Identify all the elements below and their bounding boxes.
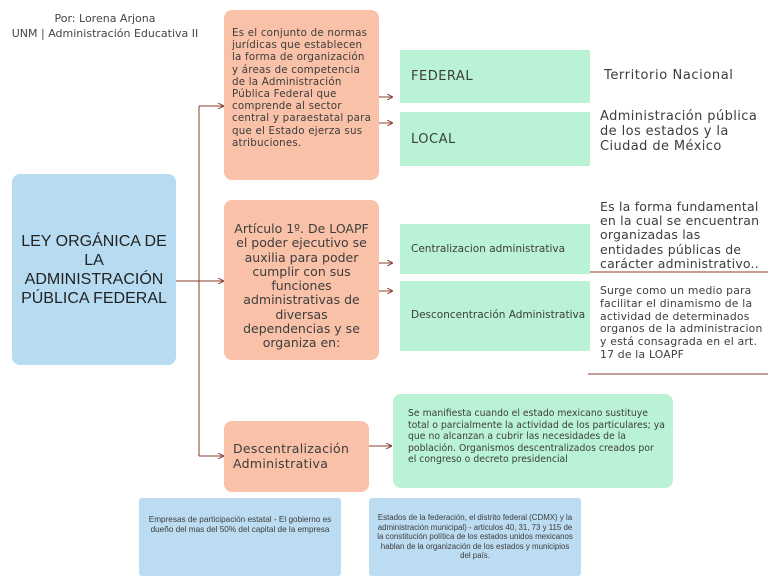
local-node [400, 112, 590, 166]
root-node [12, 174, 176, 365]
author-credit [0, 11, 210, 41]
centralizacion-node [400, 224, 590, 274]
centralizacion-node-label: Centralizacion administrativa [411, 243, 566, 255]
desconcentracion-note: Surge como un medio para facilitar el dinamismo de la actividad de determinados organos de la administracion y está consagrada en el art. 17 de la LOAPF [600, 284, 763, 361]
definition-node: Es el conjunto de normas jurídicas que establecen la forma de organización y áreas de competencia de la Administración Pública Federal que comprende al sector central y paraestatal para que el Estado ejerza sus atribuciones. [224, 10, 379, 180]
author-affiliation: UNM | Administración Educativa II [11, 27, 199, 40]
centralizacion-note: Es la forma fundamental en la cual se encuentran organizadas las entidades públicas de carácter administrativo.. [600, 199, 760, 271]
federal-node-label: FEDERAL [411, 69, 474, 84]
root-node-label: LEY ORGÁNICA DE LA ADMINISTRACIÓN PÚBLICA FEDERAL [21, 232, 167, 307]
estados-note-node: Estados de la federación, el distrito federal (CDMX) y la administración municipal) - articulos 40, 31, 73 y 115 de la constitución política de los estados unidos mexicanos hablan de la organización de los estados y municipios del país. [369, 498, 581, 576]
local-note: Administración pública de los estados y la Ciudad de México [600, 109, 758, 154]
article-node: Artículo 1º. De LOAPF el poder ejecutivo se auxilia para poder cumplir con sus funciones administrativas de diversas dependencias y se organiza en: [224, 200, 379, 360]
federal-node [400, 50, 590, 103]
local-node-label: LOCAL [411, 131, 456, 147]
descentralizacion-note-node: Se manifiesta cuando el estado mexicano sustituye total o parcialmente la actividad de los particulares; ya que no alcanzan a cubrir las necesidades de la población. Organismos descentralizados creados por el congreso o decreto presidencial [393, 394, 673, 488]
desconcentracion-node-label: Desconcentración Administrativa [411, 309, 586, 322]
descentralizacion-node: Descentralización Administrativa [224, 421, 369, 492]
desconcentracion-node [400, 281, 590, 351]
federal-note: Territorio Nacional [604, 68, 734, 83]
author-name: Por: Lorena Arjona [54, 12, 156, 25]
empresas-note-node: Empresas de participación estatal - El gobierno es dueño del mas del 50% del capital de la empresa [139, 498, 341, 576]
